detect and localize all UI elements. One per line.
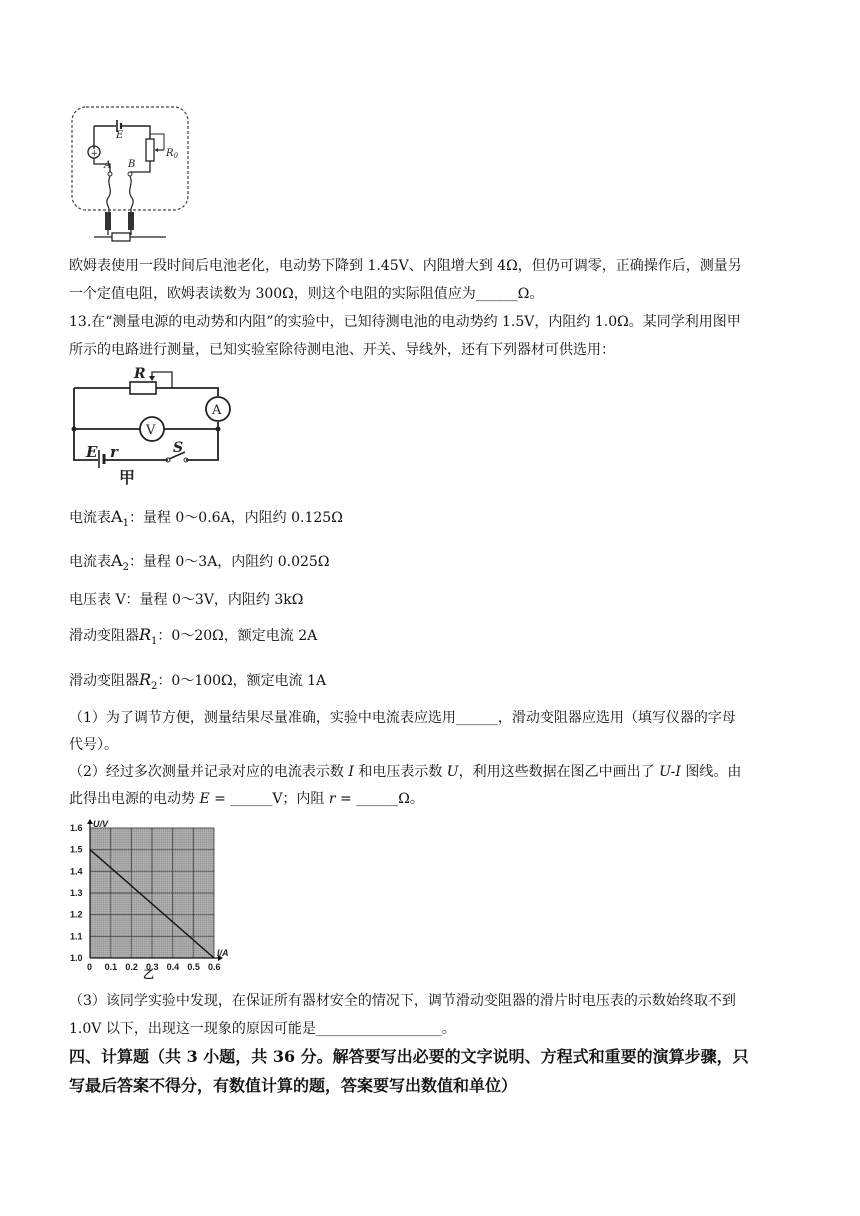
ohmmeter-question-line1: 欧姆表使用一段时间后电池老化，电动势下降到 1.45V、内阻增大到 4Ω，但仍可调零，正确操作后，测量另 bbox=[69, 258, 742, 274]
chart-xlabel: I/A bbox=[217, 948, 229, 958]
label-A: A bbox=[212, 403, 222, 418]
section4-heading-line2: 写最后答案不得分，有数值计算的题，答案要写出数值和单位） bbox=[69, 1076, 518, 1095]
x-tick-label: 0.2 bbox=[125, 962, 138, 972]
ohmmeter-question-line2: 一个定值电阻，欧姆表读数为 300Ω，则这个电阻的实际阻值应为______Ω。 bbox=[69, 286, 544, 302]
chart-ylabel: U/V bbox=[93, 819, 109, 829]
y-tick-label: 1.4 bbox=[70, 866, 83, 877]
svg-text:+: + bbox=[90, 149, 99, 159]
equipment-r2: 滑动变阻器$R_2$：0～100Ω，额定电流 1A bbox=[69, 670, 327, 692]
label-A: A bbox=[104, 160, 112, 171]
measurement-circuit-figure bbox=[68, 362, 240, 486]
y-tick-label: 1.2 bbox=[70, 909, 83, 920]
x-tick-label: 0.4 bbox=[166, 962, 180, 972]
u-i-chart bbox=[66, 818, 246, 982]
equipment-r1: 滑动变阻器$R_1$：0～20Ω，额定电流 2A bbox=[69, 625, 318, 647]
y-tick-label: 1.5 bbox=[70, 844, 83, 855]
x-tick-label: 0.5 bbox=[187, 962, 200, 972]
section4-heading-line1: 四、计算题（共 3 小题，共 36 分。解答要写出必要的文字说明、方程式和重要的演算步骤，只 bbox=[69, 1047, 749, 1066]
part3-line1: （3）该同学实验中发现，在保证所有器材安全的情况下，调节滑动变阻器的滑片时电压表的示数始终取不到 bbox=[69, 993, 736, 1009]
rheostat-R0 bbox=[146, 139, 154, 161]
ohmmeter-circuit-figure bbox=[68, 104, 194, 242]
label-S: S bbox=[173, 440, 184, 456]
rheostat-R bbox=[130, 382, 156, 394]
resistor-under-test bbox=[112, 233, 130, 241]
label-V: V bbox=[146, 423, 156, 438]
q13-line1: 13.在“测量电源的电动势和内阻”的实验中，已知待测电池的电动势约 1.5V，内阻约 1.0Ω。某同学利用图甲 bbox=[69, 314, 741, 330]
x-tick-label: 0 bbox=[87, 962, 93, 972]
label-B: B bbox=[128, 159, 136, 170]
label-R: R bbox=[134, 366, 146, 382]
x-tick-label: 0.6 bbox=[208, 962, 221, 972]
label-R0: $R_0$ bbox=[166, 148, 178, 160]
q13-line2: 所示的电路进行测量，已知实验室除待测电池、开关、导线外，还有下列器材可供选用： bbox=[69, 342, 615, 358]
y-tick-label: 1.6 bbox=[70, 823, 83, 833]
label-E: E bbox=[86, 443, 98, 461]
figure-caption-jia: 甲 bbox=[119, 468, 136, 486]
chart-caption: 乙 bbox=[143, 968, 154, 981]
part1-line2: 代号）。 bbox=[69, 737, 118, 753]
y-tick-label: 1.0 bbox=[70, 953, 83, 963]
equipment-a1: 电流表$A_1$：量程 0～0.6A，内阻约 0.125Ω bbox=[69, 507, 343, 529]
label-r: r bbox=[110, 443, 118, 461]
x-tick-label: 0.1 bbox=[104, 962, 118, 972]
part2-line2: 此得出电源的电动势 E = ______V；内阻 r = ______Ω。 bbox=[69, 791, 424, 807]
part1-line1: （1）为了调节方便，测量结果尽量准确，实验中电流表应选用______，滑动变阻器应选用（填写仪器的字母 bbox=[69, 710, 736, 726]
x-tick-label: 0.3 bbox=[146, 962, 159, 972]
equipment-a2: 电流表$A_2$：量程 0～3A，内阻约 0.025Ω bbox=[69, 551, 330, 573]
label-E: E bbox=[116, 130, 124, 141]
part3-line2: 1.0V 以下，出现这一现象的原因可能是__________________。 bbox=[69, 1021, 456, 1037]
y-tick-label: 1.3 bbox=[70, 888, 83, 898]
part2-line1: （2）经过多次测量并记录对应的电流表示数 I 和电压表示数 U，利用这些数据在图乙中画出了 U-I 图线。由 bbox=[69, 764, 742, 780]
y-tick-label: 1.1 bbox=[70, 931, 83, 942]
equipment-v: 电压表 V：量程 0～3V，内阻约 3kΩ bbox=[69, 592, 304, 608]
